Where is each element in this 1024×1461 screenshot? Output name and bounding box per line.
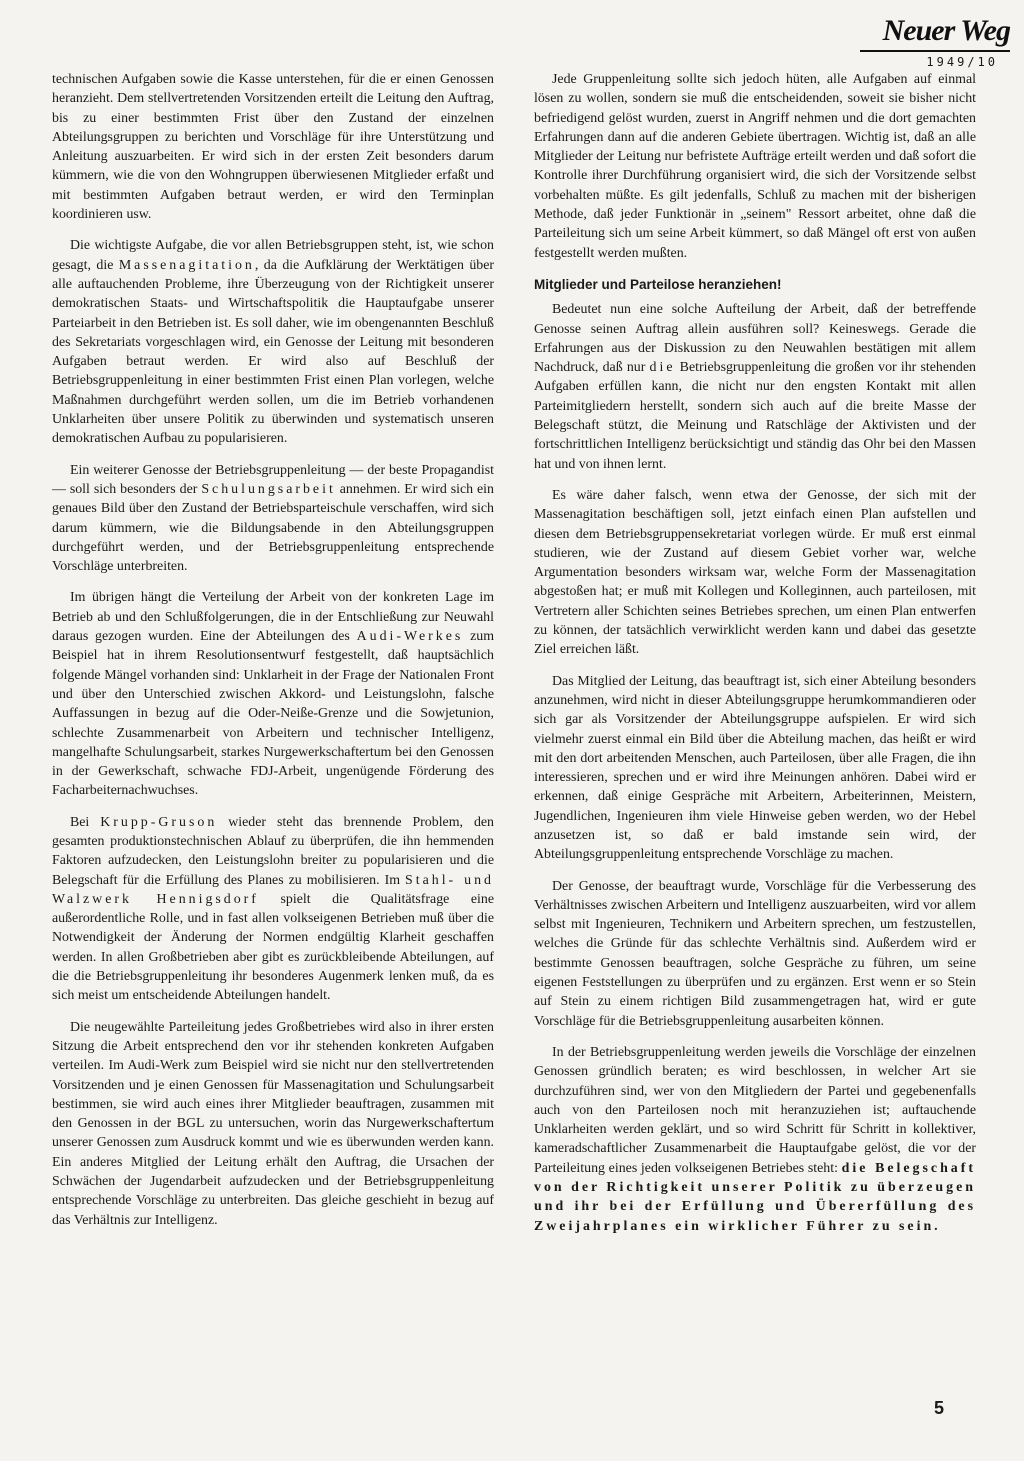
paragraph (52, 461, 494, 577)
text-run: Ein weiterer Genosse der Betriebsgruppenleitung — der beste Propagandist — soll sich besonders der (52, 462, 494, 497)
paragraph: Es wäre daher falsch, wenn etwa der Genosse, der sich mit der Massenagitation beschäftigen soll, jetzt einfach einen Plan aufstellen und diesen dem Betriebsgruppensekretariat vorlegen würde. Er muß erst einmal studieren, wie der Zustand auf diesem Gebiet vorher war, welche Argumentation besonders wirksam war, welche Form der Massenagitation abgestoßen hat; er muß mit Kollegen und Kolleginnen, auch parteilosen, mit Vertretern aller Schichten seines Betriebes sprechen, um einen Plan entwerfen zu können, der tatsächlich verwirklicht werden kann und dabei das gesetzte Ziel erreichen läßt. (534, 487, 976, 658)
masthead (860, 14, 1010, 69)
text-run: Die wichtigste Aufgabe, die vor allen Betriebsgruppen steht, ist, wie schon gesagt, die (52, 238, 494, 273)
text-run: Im übrigen hängt die Verteilung der Arbeit von der konkreten Lage im Betrieb ab und den Schlußfolgerungen, die in der Entschließung zur Neuwahl daraus gezogen wurden. Eine der Abteilungen des (52, 590, 494, 645)
text-run: Betriebsgruppenleitung die großen vor ihr stehenden Aufgaben erfüllen kann, die nicht nur den engsten Kontakt mit allen Parteimitgliedern herstellt, sondern sich auch auf die breite Masse der Belegschaft stützt, die Meinung und Ratschläge der Aktivisten und der fortschrittlichen Intelligenz berücksichtigt und ständig das Ohr bei den Massen hat und von ihnen lernt. (534, 360, 976, 472)
left-column (52, 70, 494, 1242)
text-run: , da die Aufklärung der Werktätigen über alle auftauchenden Probleme, ihre Überzeugung von der Richtigkeit unserer demokratischen Staats- und Wirtschaftspolitik die Hauptaufgabe unserer Parteiarbeit in den Betrieben ist. Es soll daher, wie im obengenannten Beschluß des Sekretariats vorgeschlagen wird, ein Genosse der Leitung mit besonderen Aufgaben betraut werden. Er wird also auf Beschluß der Betriebsgruppenleitung in einer bestimmten Frist einen Plan vorlegen, welche Maßnahmen durchgeführt werden sollen, um die im Betrieb vorhandenen Unklarheiten über unsere Politik zu überwinden und systematisch unseren demokratischen Aufbau zu popularisieren. (52, 257, 495, 447)
spaced-emphasis: Audi-Werkes (356, 629, 464, 645)
spaced-emphasis: Krupp-Gruson (100, 814, 218, 830)
spaced-emphasis: die Belegschaft von der Richtigkeit unserer Politik zu überzeugen und ihr bei der Erfüllung und Übererfüllung des Zweijahrplanes ein wirklicher Führer zu sein. (534, 1160, 976, 1234)
spaced-emphasis: Massenagitation (118, 257, 255, 273)
text-run: zum Beispiel hat in ihrem Resolutionsentwurf festgestellt, daß hauptsächlich folgende Mängel vorhanden sind: Unklarheit in der Frage der Nationalen Front und über den Unterschied zwischen Akkord- und Leistungslohn, falsche Auffassungen in bezug auf die Oder-Neiße-Grenze und die Sowjetunion, schlechte Zusammenarbeit von Arbeitern und technischer Intelligenz, mangelhafte Schulungsarbeit, starkes Nurgewerkschaftertum bei den Genossen in der Gewerkschaft, schwache FDJ-Arbeit, ungenügende Förderung des Facharbeiternachwuchses. (52, 629, 495, 799)
paragraph (534, 1043, 976, 1236)
section-heading: Mitglieder und Parteilose heranziehen! (534, 276, 782, 292)
paragraph: technischen Aufgaben sowie die Kasse unterstehen, für die er einen Genossen heranzieht. Dem stellvertretenden Vorsitzenden erteilt die Leitung den Auftrag, bis zu einer bestimmten Frist über den Zustand der einzelnen Abteilungsgruppen zu berichten und Vorschläge für ihre Unterstützung und Anleitung auszuarbeiten. Er wird sich in der ersten Zeit besonders darum kümmern, wie die von den Wohngruppen überwiesenen Mitglieder erfaßt und mit bestimmten Aufgaben betraut werden, er wird den Terminplan koordinieren usw. (52, 72, 494, 223)
spaced-emphasis: Stahl- und Walzwerk Hennigsdorf (52, 872, 494, 907)
masthead-rule (860, 50, 1010, 52)
masthead-logo: Neuer Weg (882, 14, 1010, 47)
text-run: Bei (70, 814, 101, 830)
paragraph: Jede Gruppenleitung sollte sich jedoch hüten, alle Aufgaben auf einmal lösen zu wollen, sondern sie muß die entscheidenden, soweit sie bisher nicht befriedigend gelöst wurden, zuerst in Angriff nehmen und die dort gemachten Erfahrungen dann auf die anderen Gebiete übertragen. Wichtig ist, daß an alle Mitglieder der Leitung nur befristete Aufträge erteilt werden und daß sofort die Kontrolle ihrer Durchführung organisiert wird, die sich der Vorsitzende selbst vorbehalten müßte. Es gilt jedenfalls, Schluß zu machen mit der bisherigen Methode, daß jeder Funktionär in „seinem" Ressort arbeitet, ohne daß die Parteileitung sich um seine Arbeit kümmert, so daß Mängel oft erst von außen festgestellt werden mußten. (534, 72, 976, 261)
issue-number: 1949/10 (926, 55, 998, 69)
text-run: Bedeutet nun eine solche Aufteilung der Arbeit, daß der betreffende Genosse seinen Auftrag allein ausführen soll? Keineswegs. Gerade die Erfahrungen aus der Diskussion zu den Neuwahlen bestätigen mit allem Nachdruck, daß nur (534, 302, 976, 376)
spaced-emphasis: Schulungsarbeit (201, 481, 336, 497)
paragraph (52, 236, 494, 448)
text-run: spielt die Qualitätsfrage eine außerordentliche Rolle, und in fast allen volkseigenen Betrieben muß über die Notwendigkeit der Änderung der Normen endgültig Klarheit geschaffen werden. In allen Großbetrieben aber gibt es zurückbleibende Abteilungen, auf die die Betriebsgruppenleitung ihr besonderes Augenmerk lenken muß, da es sich meist um entscheidende Abteilungen handelt. (52, 891, 494, 1004)
paragraph (52, 588, 494, 800)
paragraph (534, 300, 976, 474)
paragraph: Das Mitglied der Leitung, das beauftragt ist, sich einer Abteilung besonders anzunehmen, wird nicht in dieser Abteilungsgruppe herumkommandieren oder sich gar als Vorsitzender der Abteilungsgruppe aufspielen. Er wird sich vielmehr zuerst einmal ein Bild über die Abteilung machen, das heißt er wird mit den dort arbeitenden Menschen, auch Parteilosen, über alle Fragen, die ihn interessieren, sprechen und er wird ihre Meinungen anhören. Dabei wird er erkennen, daß einige Gespräche mit Arbeitern, Arbeiterinnen, Meistern, Jugendlichen, Ingenieuren ihm viele Hinweise geben werden, wo der Hebel anzusetzen ist, so daß er bald imstande sein wird, der Abteilungsgruppenleitung entsprechende Vorschläge zu machen. (534, 673, 976, 863)
right-column (534, 70, 976, 1248)
text-run: In der Betriebsgruppenleitung werden jeweils die Vorschläge der einzelnen Genossen gründlich beraten; es wird beschlossen, in welcher Art sie durchzuführen sind, wer von den Mitgliedern der Partei und gegebenenfalls auch von den Parteilosen noch mit heranzuziehen ist; auftauchende Unklarheiten werden geklärt, und so wird Schritt für Schritt in kollektiver, kameradschaftlicher Zusammenarbeit die Hauptaufgabe gelöst, die vor der Parteileitung eines jeden volkseigenen Betriebes steht: (534, 1044, 976, 1176)
paragraph: Die neugewählte Parteileitung jedes Großbetriebes wird also in ihrer ersten Sitzung die Arbeit entsprechend den vor ihr stehenden konkreten Aufgaben verteilen. Im Audi-Werk zum Beispiel wird sie nicht nur den stellvertretenden Vorsitzenden und je einen Genossen für Massenagitation und Schulungsarbeit bestimmen, sie wird auch eines ihrer Mitglieder beauftragen, zusammen mit den Genossen in der BGL zu untersuchen, worin das Nurgewerkschaftertum unserer Genossen zum Ausdruck kommt und wie es überwunden werden kann. Ein anderes Mitglied der Leitung erhält den Auftrag, die Ursachen der Schwächen der Jugendarbeit aufzudecken und der Betriebsgruppenleitung entsprechende Vorschläge zu unterbreiten. Das gleiche geschieht in bezug auf das Verhältnis zur Intelligenz. (52, 1019, 494, 1228)
text-run: wieder steht das brennende Problem, den gesamten produktionstechnischen Ablauf zu überprüfen, die ihn hemmenden Faktoren aufzudecken, den Leistungslohn breiter zu popularisieren und die Belegschaft für die Erfüllung des Planes zu mobilisieren. Im (52, 814, 495, 888)
paragraph (52, 813, 494, 1006)
text-run: annehmen. Er wird sich ein genaues Bild über den Zustand der Betriebsparteischule verschaffen, wird sich darum kümmern, wie die Bildungsabende in den Abteilungsgruppen durchgeführt werden, und der Betriebsgruppenleitung entsprechende Vorschläge unterbreiten. (52, 481, 494, 575)
paragraph: Der Genosse, der beauftragt wurde, Vorschläge für die Verbesserung des Verhältnisses zwischen Arbeitern und Intelligenz auszuarbeiten, wird vor allem selbst mit Ingenieuren, Technikern und Arbeitern sprechen, um festzustellen, welches die Gründe für das schlechte Verhältnis sind. Außerdem wird er bestimmte Genossen beauftragen, solche Gespräche zu führen, um seine eigenen Feststellungen zu überprüfen und zu ergänzen. Erst wenn er so Stein auf Stein zu einem richtigen Bild zusammengetragen hat, wird er gute Vorschläge für die Betriebsgruppenleitung ausarbeiten können. (534, 878, 976, 1029)
spaced-emphasis: die (649, 360, 676, 376)
page-number: 5 (934, 1398, 945, 1418)
